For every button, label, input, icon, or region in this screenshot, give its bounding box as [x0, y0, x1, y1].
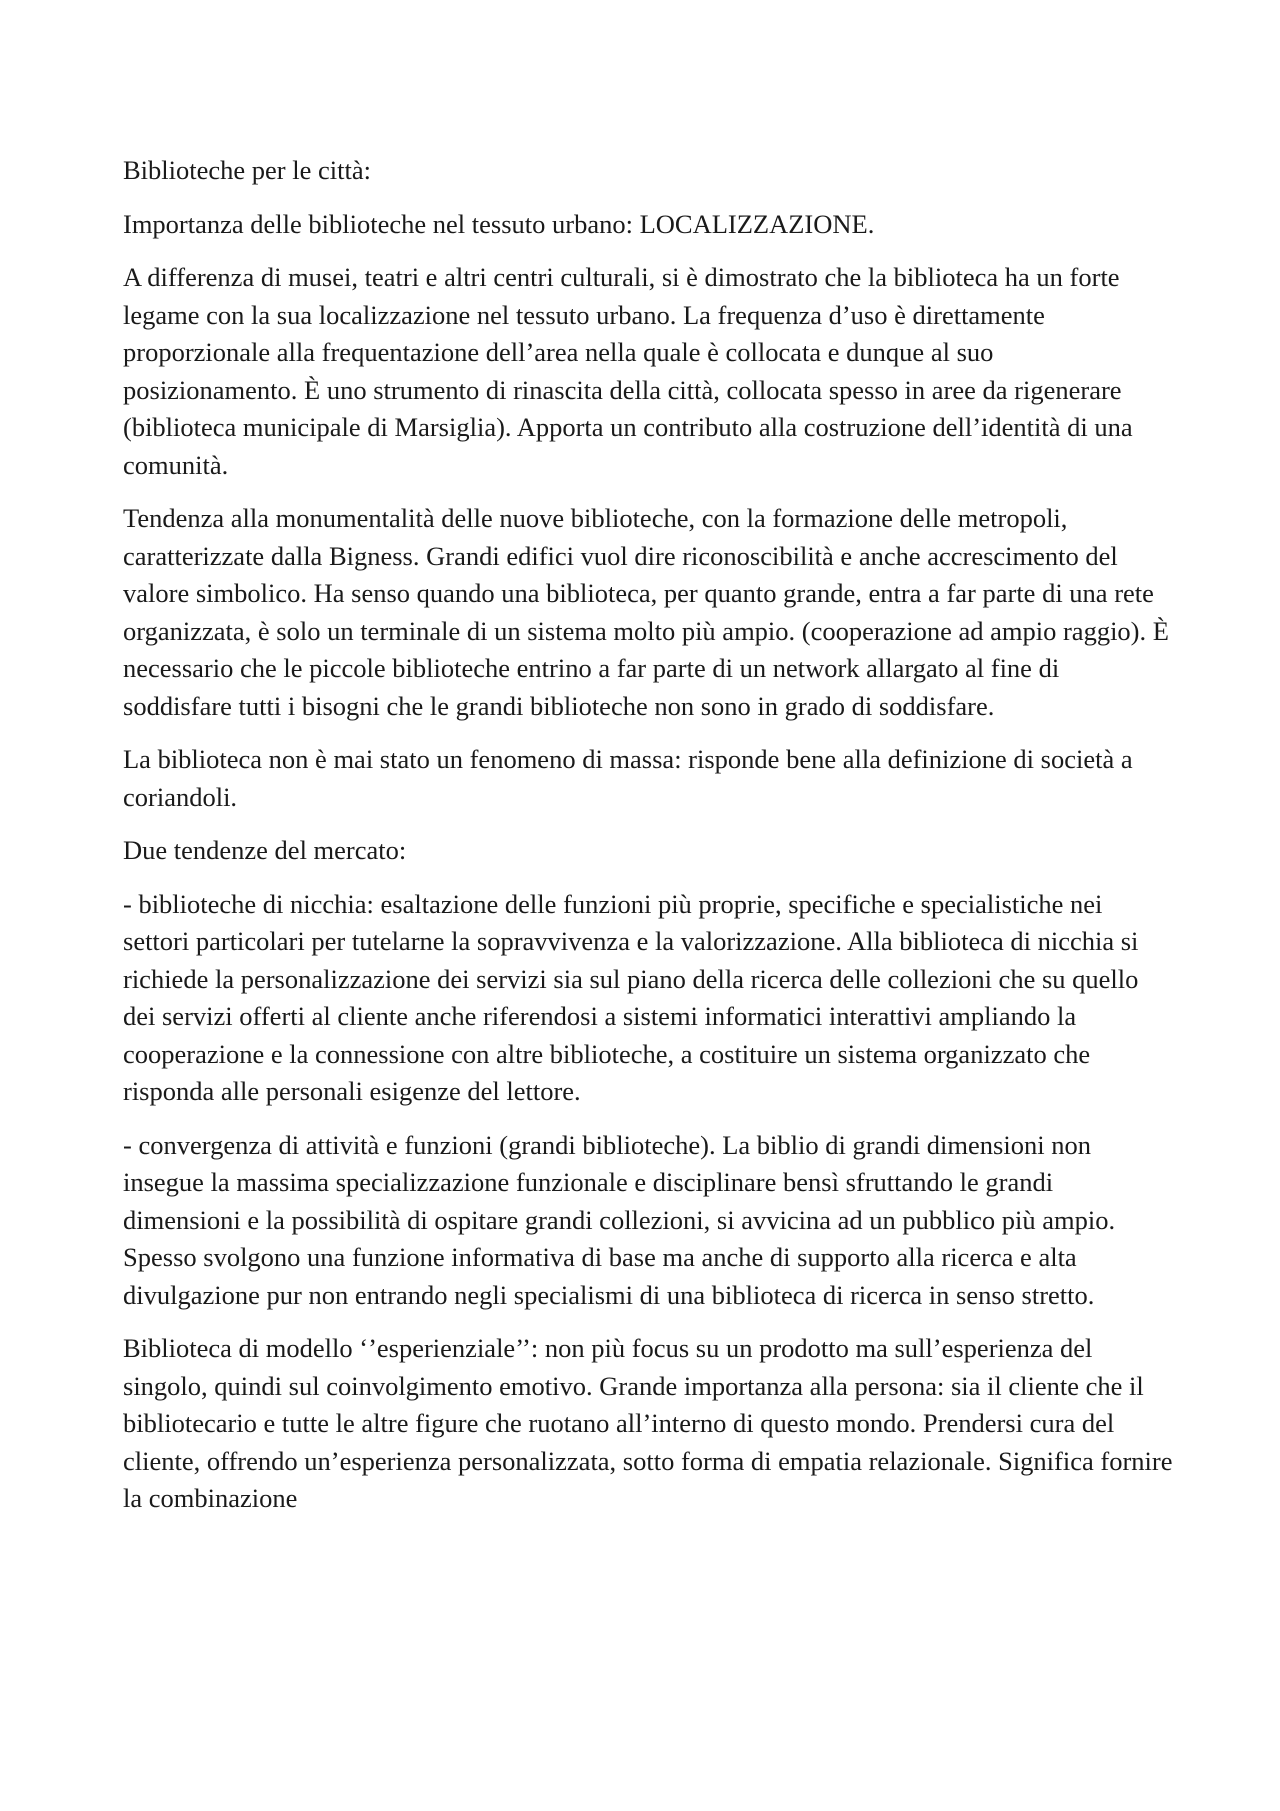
document-body [123, 152, 1173, 1534]
paragraph-market-trends-heading: Due tendenze del mercato: [123, 835, 407, 865]
paragraph-localization: A differenza di musei, teatri e altri centri culturali, si è dimostrato che la biblioteca ha un forte legame con la sua localizzazione nel tessuto urbano. La frequenza d’uso è direttamente proporzionale alla frequentazione dell’area nella quale è collocata e dunque al suo posizionamento. È uno strumento di rinascita della città, collocata spesso in aree da rigenerare (biblioteca municipale di Marsiglia). Apporta un contributo alla costruzione dell’identità di una comunità. [123, 262, 1133, 480]
paragraph-niche-libraries: - biblioteche di nicchia: esaltazione delle funzioni più proprie, specifiche e specialistiche nei settori particolari per tutelarne la sopravvivenza e la valorizzazione. Alla biblioteca di nicchia si richiede la personalizzazione dei servizi sia sul piano della ricerca delle collezioni che su quello dei servizi offerti al cliente anche riferendosi a sistemi informatici interattivi ampliando la cooperazione e la connessione con altre biblioteche, a costituire un sistema organizzato che risponda alle personali esigenze del lettore. [123, 888, 1139, 1106]
paragraph-mass-phenomenon: La biblioteca non è mai stato un fenomeno di massa: risponde bene alla definizione di società a coriandoli. [123, 744, 1133, 812]
paragraph-localization-heading: Importanza delle biblioteche nel tessuto urbano: LOCALIZZAZIONE. [123, 208, 875, 239]
paragraph-experiential-model: Biblioteca di modello ‘’esperienziale’’: non più focus su un prodotto ma sull’esperienza del singolo, quindi sul coinvolgimento emotivo. Grande importanza alla persona: sia il cliente che il bibliotecario e tutte le altre figure che ruotano all’interno di questo mondo. Prendersi cura del cliente, offrendo un’esperienza personalizzata, sotto forma di empatia relazionale. Significa fornire la combinazione [123, 1333, 1173, 1513]
paragraph-large-libraries: - convergenza di attività e funzioni (grandi biblioteche). La biblio di grandi dimensioni non insegue la massima specializzazione funzionale e disciplinare bensì sfruttando le grandi dimensioni e la possibilità di ospitare grandi collezioni, si avvicina ad un pubblico più ampio. Spesso svolgono una funzione informativa di base ma anche di supporto alla ricerca e alta divulgazione pur non entrando negli specialismi di una biblioteca di ricerca in senso stretto. [123, 1129, 1116, 1310]
paragraph-monumentality: Tendenza alla monumentalità delle nuove biblioteche, con la formazione delle metropoli, caratterizzate dalla Bigness. Grandi edifici vuol dire riconoscibilità e anche accrescimento del valore simbolico. Ha senso quando una biblioteca, per quanto grande, entra a far parte di una rete organizzata, è solo un terminale di un sistema molto più ampio. (cooperazione ad ampio raggio). È necessario che le piccole biblioteche entrino a far parte di un network allargato al fine di soddisfare tutti i bisogni che le grandi biblioteche non sono in grado di soddisfare. [123, 503, 1169, 721]
document-title: Biblioteche per le città: [123, 155, 371, 185]
